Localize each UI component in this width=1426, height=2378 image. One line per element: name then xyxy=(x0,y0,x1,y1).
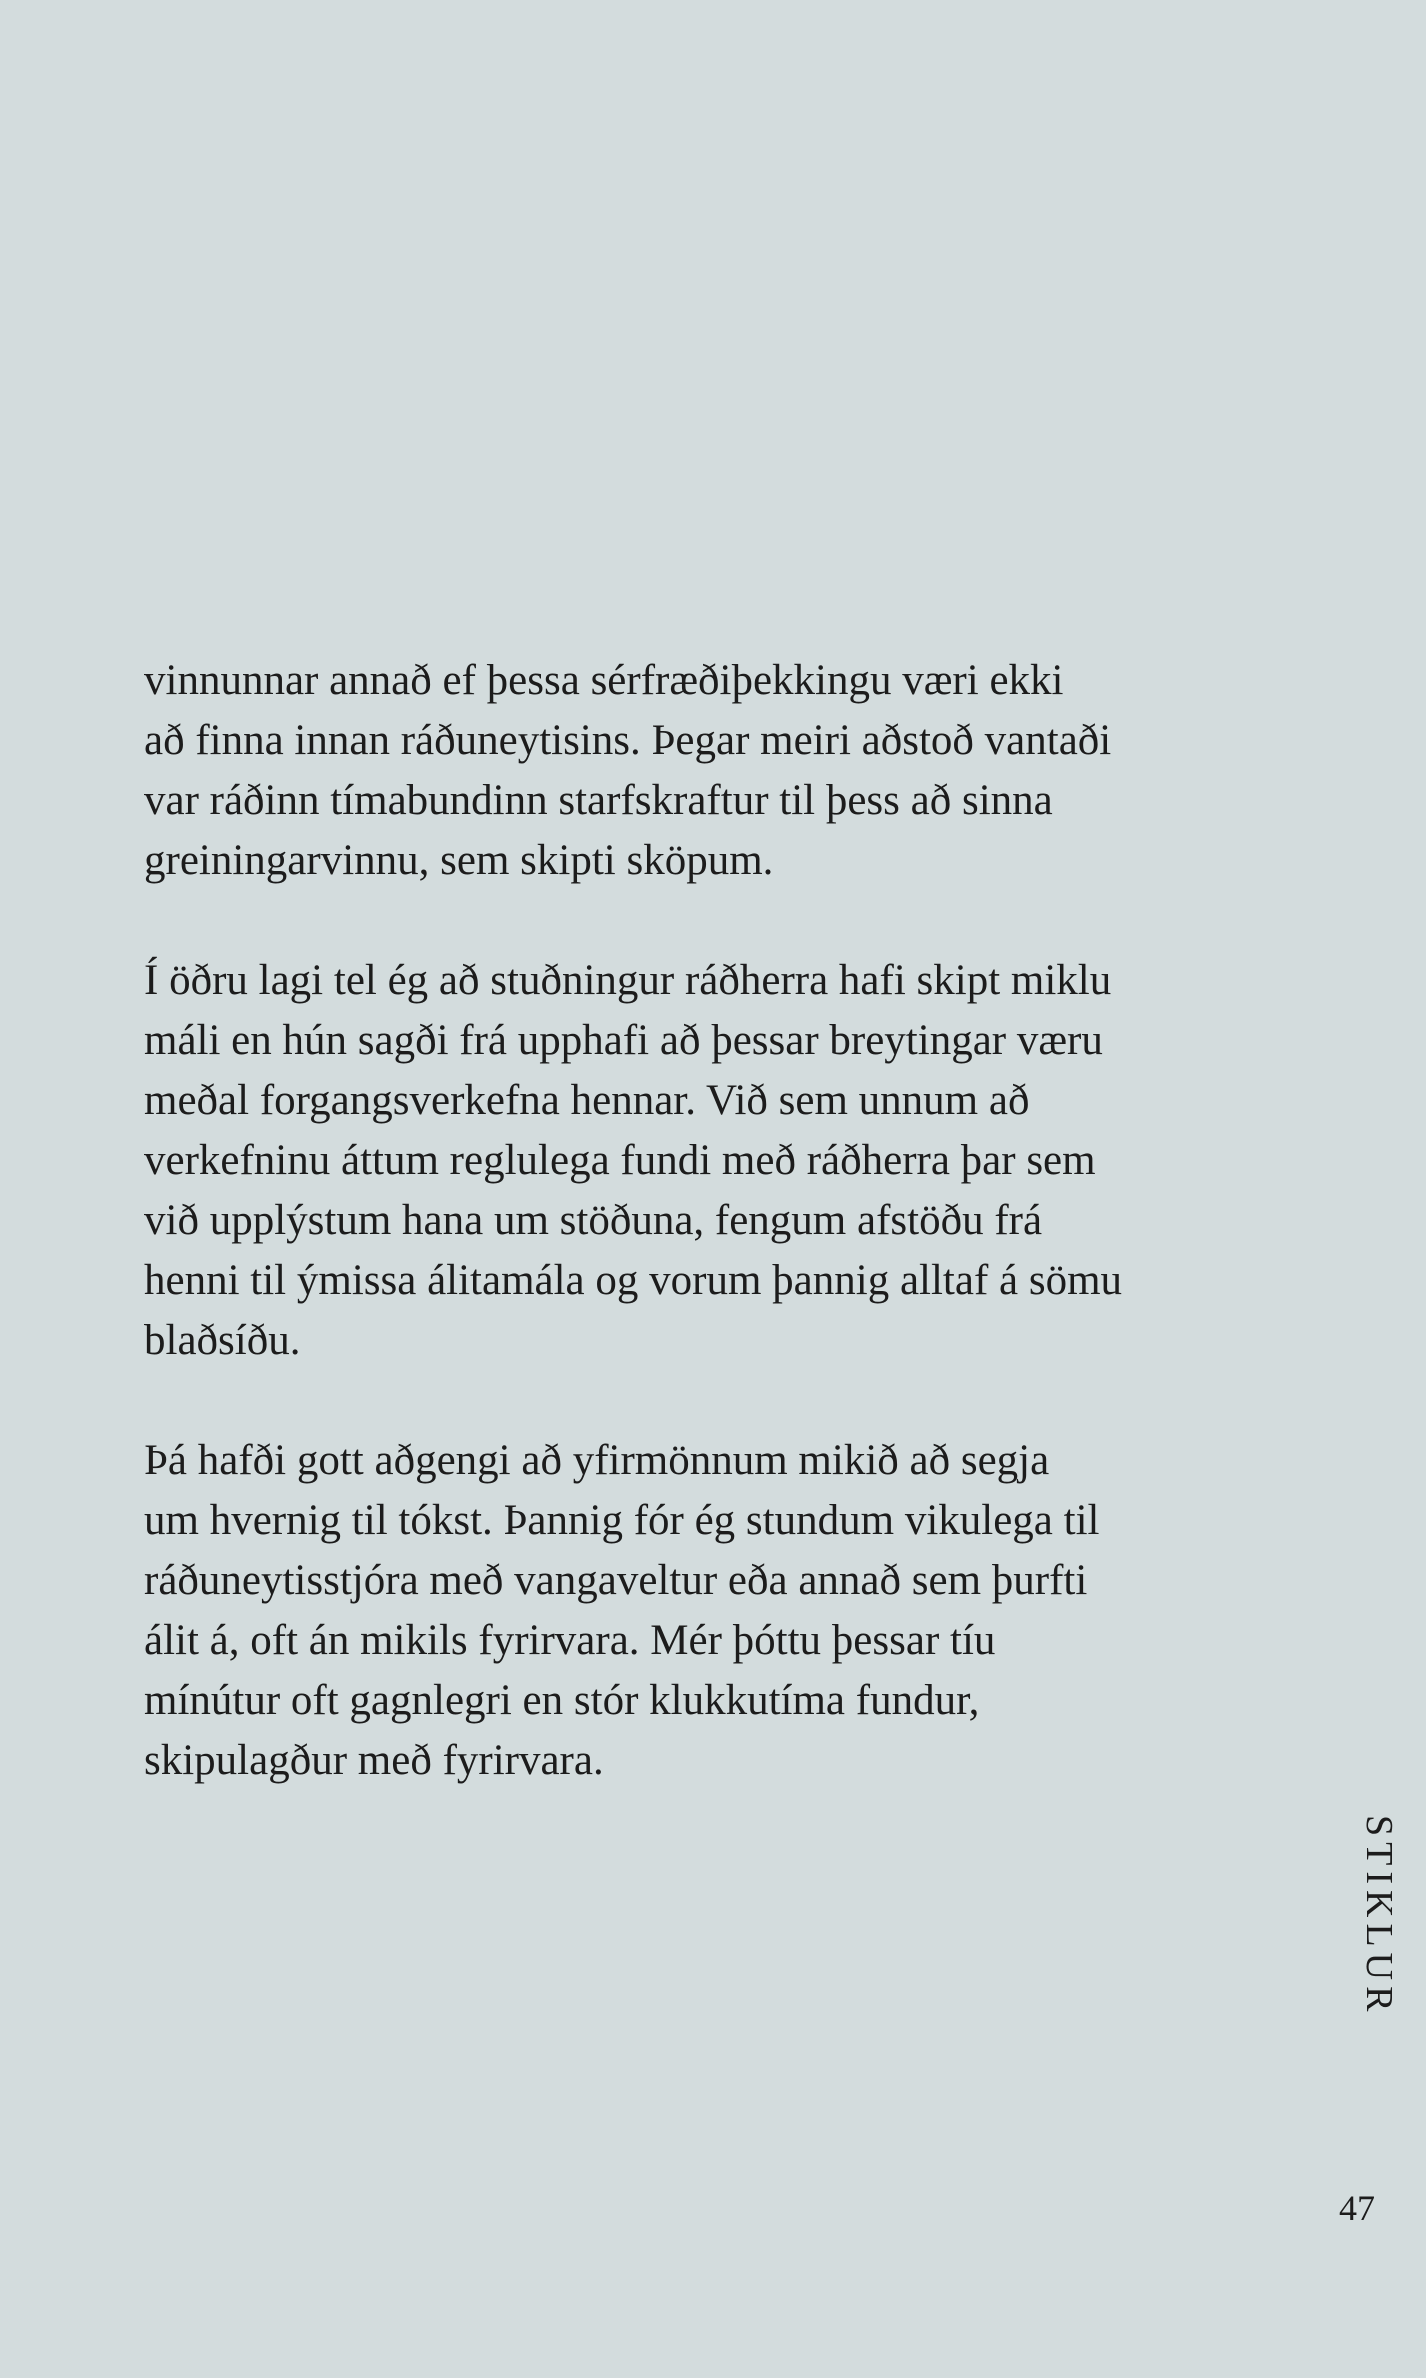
body-text xyxy=(144,651,1294,1851)
text-line: verkefninu áttum reglulega fundi með ráðherra þar sem xyxy=(144,1137,1096,1184)
text-line: var ráðinn tímabundinn starfskraftur til þess að sinna xyxy=(144,777,1053,824)
text-line: Í öðru lagi tel ég að stuðningur ráðherra hafi skipt miklu xyxy=(144,957,1112,1004)
paragraph-3 xyxy=(144,1431,1294,1791)
text-line: mínútur oft gagnlegri en stór klukkutíma fundur, xyxy=(144,1677,980,1724)
text-line: að finna innan ráðuneytisins. Þegar meiri aðstoð vantaði xyxy=(144,717,1112,764)
paragraph-1 xyxy=(144,651,1294,891)
text-line: blaðsíðu. xyxy=(144,1317,301,1364)
text-line: máli en hún sagði frá upphafi að þessar breytingar væru xyxy=(144,1017,1103,1064)
text-line: skipulagður með fyrirvara. xyxy=(144,1737,604,1784)
text-line: Þá hafði gott aðgengi að yfirmönnum mikið að segja xyxy=(144,1437,1050,1484)
text-line: henni til ýmissa álitamála og vorum þannig alltaf á sömu xyxy=(144,1257,1123,1304)
text-line: um hvernig til tókst. Þannig fór ég stundum vikulega til xyxy=(144,1497,1100,1544)
text-line: meðal forgangsverkefna hennar. Við sem unnum að xyxy=(144,1077,1030,1124)
text-line: ráðuneytisstjóra með vangaveltur eða annað sem þurfti xyxy=(144,1557,1088,1604)
page-number: 47 xyxy=(1339,2188,1375,2228)
text-line: greiningarvinnu, sem skipti sköpum. xyxy=(144,837,774,884)
text-line: álit á, oft án mikils fyrirvara. Mér þóttu þessar tíu xyxy=(144,1617,996,1664)
running-head: STIKLUR xyxy=(1358,1815,1400,2018)
text-line: vinnunnar annað ef þessa sérfræðiþekkingu væri ekki xyxy=(144,657,1064,704)
text-line: við upplýstum hana um stöðuna, fengum afstöðu frá xyxy=(144,1197,1043,1244)
paragraph-2 xyxy=(144,951,1294,1371)
